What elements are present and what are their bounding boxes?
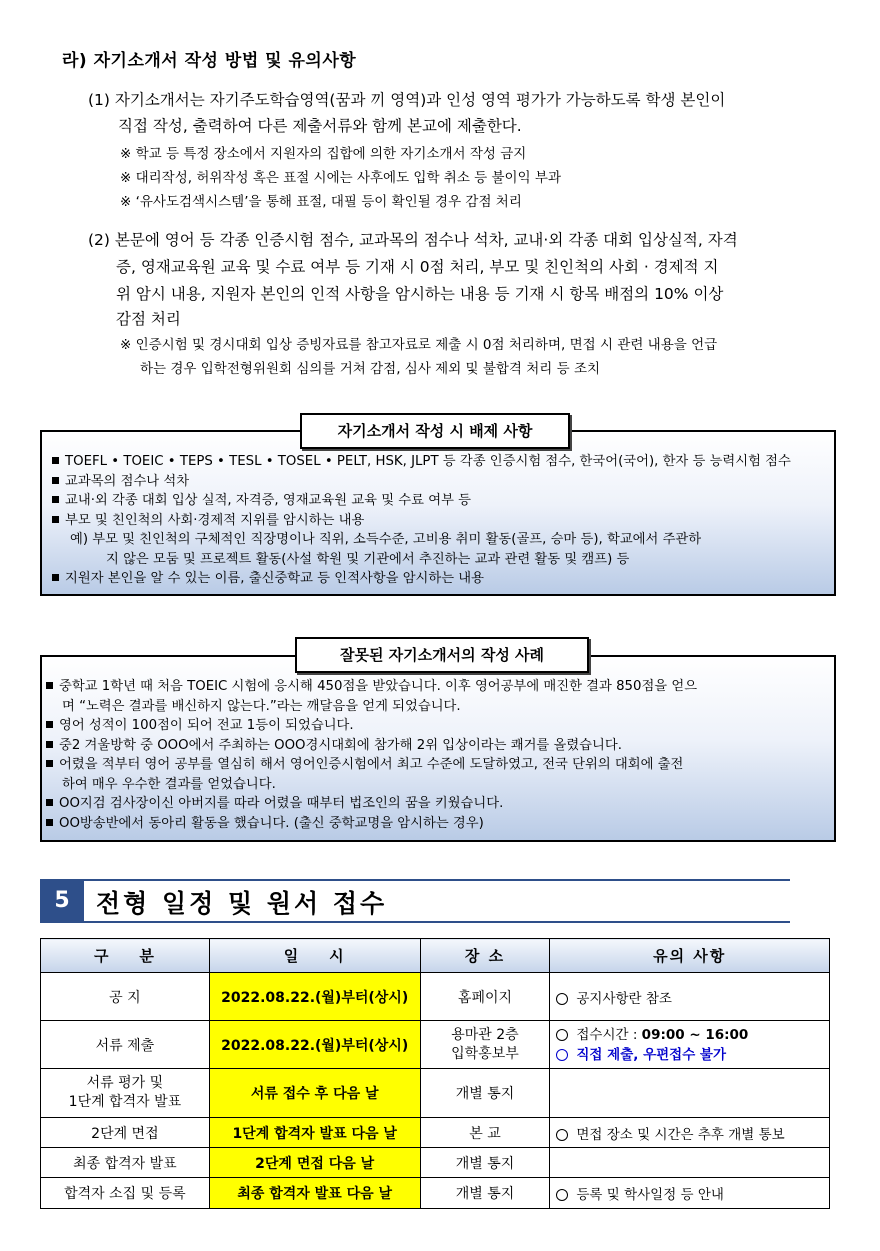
item2-note: 하는 경우 입학전형위원회 심의를 거쳐 감점, 심사 제외 및 불합격 처리 등 조치 bbox=[140, 361, 601, 377]
list-item: 교과목의 점수나 석차 bbox=[50, 472, 791, 492]
table-cell-note: 면접 장소 및 시간은 추후 개별 통보 bbox=[550, 1118, 830, 1148]
item1-note: ※ 학교 등 특정 장소에서 지원자의 집합에 의한 자기소개서 작성 금지 bbox=[120, 146, 527, 162]
column-header: 장 소 bbox=[420, 939, 550, 973]
table-cell: 서류 제출 bbox=[41, 1021, 210, 1069]
table-row bbox=[41, 1069, 830, 1118]
table-cell-note bbox=[550, 1148, 830, 1178]
list-item: OO방송반에서 동아리 활동을 했습니다. (출신 중학교명을 암시하는 경우) bbox=[44, 814, 697, 834]
table-cell: 2단계 면접 bbox=[41, 1118, 210, 1148]
table-header-row bbox=[41, 939, 830, 973]
table-cell: 최종 합격자 발표 bbox=[41, 1148, 210, 1178]
table-cell-date: 2단계 면접 다음 날 bbox=[209, 1148, 420, 1178]
list-item: 중2 겨울방학 중 OOO에서 주최하는 OOO경시대회에 참가해 2위 입상이라는 쾌거를 올렸습니다. bbox=[44, 736, 697, 756]
table-cell: 공 지 bbox=[41, 973, 210, 1021]
item2-line2: 증, 영재교육원 교육 및 수료 여부 등 기재 시 0점 처리, 부모 및 친인척의 사회 · 경제적 지 bbox=[116, 258, 719, 276]
table-cell: 서류 평가 및 1단계 합격자 발표 bbox=[41, 1069, 210, 1118]
list-item: 영어 성적이 100점이 되어 전교 1등이 되었습니다. bbox=[44, 716, 697, 736]
list-example: 지 않은 모둠 및 프로젝트 활동(사설 학원 및 기관에서 추진하는 교과 관련 활동 및 캠프) 등 bbox=[106, 551, 630, 567]
column-header: 유의 사항 bbox=[550, 939, 830, 973]
table-cell: 홈페이지 bbox=[420, 973, 550, 1021]
section-rule-top bbox=[40, 879, 790, 881]
item2-note: ※ 인증시험 및 경시대회 입상 증빙자료를 참고자료로 제출 시 0점 처리하며, 면접 시 관련 내용을 언급 bbox=[120, 337, 718, 353]
schedule-table bbox=[40, 938, 830, 1209]
table-cell: 본 교 bbox=[420, 1118, 550, 1148]
table-cell-date: 2022.08.22.(월)부터(상시) bbox=[209, 973, 420, 1021]
item2-line4: 감점 처리 bbox=[116, 310, 181, 328]
list-item: 지원자 본인을 알 수 있는 이름, 출신중학교 등 인적사항을 암시하는 내용 bbox=[50, 569, 791, 589]
list-item-cont: 며 “노력은 결과를 배신하지 않는다.”라는 깨달음을 얻게 되었습니다. bbox=[62, 698, 461, 714]
table-cell-note: 등록 및 학사일정 등 안내 bbox=[550, 1178, 830, 1209]
item1-line2: 직접 작성, 출력하여 다른 제출서류와 함께 본교에 제출한다. bbox=[118, 117, 522, 135]
table-cell: 개별 통지 bbox=[420, 1178, 550, 1209]
table-cell: 개별 통지 bbox=[420, 1069, 550, 1118]
section-heading: 라) 자기소개서 작성 방법 및 유의사항 bbox=[62, 51, 357, 71]
table-cell-note: 접수시간 : 09:00 ~ 16:00 직접 제출, 우편접수 불가 bbox=[550, 1021, 830, 1069]
item1-note: ※ 대리작성, 허위작성 혹은 표절 시에는 사후에도 입학 취소 등 불이익 부과 bbox=[120, 170, 561, 186]
table-cell-date: 서류 접수 후 다음 날 bbox=[209, 1069, 420, 1118]
list-item: TOEFL • TOEIC • TEPS • TESL • TOSEL • PELT, HSK, JLPT 등 각종 인증시험 점수, 한국어(국어), 한자 등 능력시험 점수 bbox=[50, 452, 791, 472]
circle-icon bbox=[556, 1029, 568, 1041]
table-cell-date: 최종 합격자 발표 다음 날 bbox=[209, 1178, 420, 1209]
table-row bbox=[41, 1148, 830, 1178]
list-item: 부모 및 친인척의 사회·경제적 지위를 암시하는 내용 bbox=[50, 511, 791, 531]
section-rule-bottom bbox=[40, 921, 790, 923]
table-cell-note bbox=[550, 1069, 830, 1118]
table-row bbox=[41, 1178, 830, 1209]
item1-note: ※ ‘유사도검색시스템’을 통해 표절, 대필 등이 확인될 경우 감점 처리 bbox=[120, 194, 522, 210]
item2-line3: 위 암시 내용, 지원자 본인의 인적 사항을 암시하는 내용 등 기재 시 항목 배점의 10% 이상 bbox=[116, 285, 724, 303]
wrong-examples-title: 잘못된 자기소개서의 작성 사례 bbox=[295, 637, 589, 673]
table-cell: 개별 통지 bbox=[420, 1148, 550, 1178]
item2-line1: (2) 본문에 영어 등 각종 인증시험 점수, 교과목의 점수나 석차, 교내·외 각종 대회 입상실적, 자격 bbox=[88, 231, 738, 249]
table-cell-date: 2022.08.22.(월)부터(상시) bbox=[209, 1021, 420, 1069]
table-cell-date: 1단계 합격자 발표 다음 날 bbox=[209, 1118, 420, 1148]
column-header: 일 시 bbox=[209, 939, 420, 973]
wrong-examples-list bbox=[44, 677, 697, 833]
table-cell: 용마관 2층 입학홍보부 bbox=[420, 1021, 550, 1069]
circle-icon bbox=[556, 1129, 568, 1141]
table-row bbox=[41, 1021, 830, 1069]
circle-icon bbox=[556, 1049, 568, 1061]
table-row bbox=[41, 1118, 830, 1148]
list-item: 중학교 1학년 때 처음 TOEIC 시험에 응시해 450점을 받았습니다. 이후 영어공부에 매진한 결과 850점을 얻으 bbox=[44, 677, 697, 697]
circle-icon bbox=[556, 993, 568, 1005]
circle-icon bbox=[556, 1189, 568, 1201]
column-header: 구 분 bbox=[41, 939, 210, 973]
list-item: 교내·외 각종 대회 입상 실적, 자격증, 영재교육원 교육 및 수료 여부 등 bbox=[50, 491, 791, 511]
list-example: 예) 부모 및 친인척의 구체적인 직장명이나 직위, 소득수준, 고비용 취미 활동(골프, 승마 등), 학교에서 주관하 bbox=[70, 532, 702, 547]
list-item-cont: 하여 매우 우수한 결과를 얻었습니다. bbox=[62, 776, 276, 792]
list-item: 어렸을 적부터 영어 공부를 열심히 해서 영어인증시험에서 최고 수준에 도달하였고, 전국 단위의 대회에 출전 bbox=[44, 755, 697, 775]
exclusion-box-title: 자기소개서 작성 시 배제 사항 bbox=[300, 413, 570, 449]
exclusion-list bbox=[50, 452, 791, 589]
section-title: 전형 일정 및 원서 접수 bbox=[96, 889, 388, 918]
table-cell: 합격자 소집 및 등록 bbox=[41, 1178, 210, 1209]
item1-line1: (1) 자기소개서는 자기주도학습영역(꿈과 끼 영역)과 인성 영역 평가가 가능하도록 학생 본인이 bbox=[88, 91, 726, 109]
table-cell-note: 공지사항란 참조 bbox=[550, 973, 830, 1021]
list-item: OO지검 검사장이신 아버지를 따라 어렸을 때부터 법조인의 꿈을 키웠습니다. bbox=[44, 794, 697, 814]
section-number-badge: 5 bbox=[40, 879, 84, 923]
table-row bbox=[41, 973, 830, 1021]
